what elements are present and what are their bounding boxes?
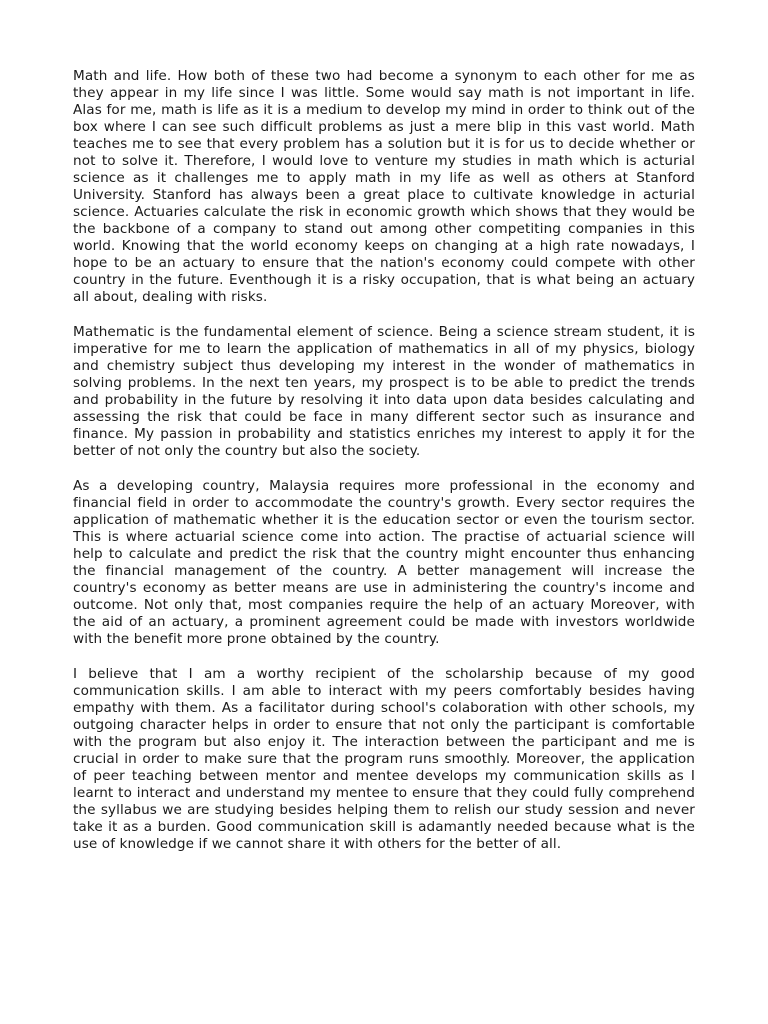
paragraph-1: Math and life. How both of these two had become a synonym to each other for me as they appear in my life since I was little. Some would say math is not important in life. Alas for me, math is life as it is a medium to develop my mind in order to think out of the box where I can see such difficult problems as just a mere blip in this vast world. Math teaches me to see that every problem has a solution but it is for us to decide whether or not to solve it. Therefore, I would love to venture my studies in math which is acturial science as it challenges me to apply math in my life as well as others at Stanford University. Stanford has always been a great place to cultivate knowledge in acturial science. Actuaries calculate the risk in economic growth which shows that they would be the backbone of a company to stand out among other competiting companies in this world. Knowing that the world economy keeps on changing at a high rate nowadays, I hope to be an actuary to ensure that the nation's economy could compete with other country in the future. Eventhough it is a risky occupation, that is what being an actuary all about, dealing with risks. [73,68,695,305]
paragraph-3: As a developing country, Malaysia requires more professional in the economy and financial field in order to accommodate the country's growth. Every sector requires the application of mathematic whether it is the education sector or even the tourism sector. This is where actuarial science come into action. The practise of actuarial science will help to calculate and predict the risk that the country might encounter thus enhancing the financial management of the country. A better management will increase the country's economy as better means are use in administering the country's income and outcome. Not only that, most companies require the help of an actuary Moreover, with the aid of an actuary, a prominent agreement could be made with investors worldwide with the benefit more prone obtained by the country. [73,478,695,647]
paragraph-4: I believe that I am a worthy recipient of the scholarship because of my good communication skills. I am able to interact with my peers comfortably besides having empathy with them. As a facilitator during school's colaboration with other schools, my outgoing character helps in order to ensure that not only the participant is comfortable with the program but also enjoy it. The interaction between the participant and me is crucial in order to make sure that the program runs smoothly. Moreover, the application of peer teaching between mentor and mentee develops my communication skills as I learnt to interact and understand my mentee to ensure that they could fully comprehend the syllabus we are studying besides helping them to relish our study session and never take it as a burden. Good communication skill is adamantly needed because what is the use of knowledge if we cannot share it with others for the better of all. [73,666,695,852]
paragraph-2: Mathematic is the fundamental element of science. Being a science stream student, it is imperative for me to learn the application of mathematics in all of my physics, biology and chemistry subject thus developing my interest in the wonder of mathematics in solving problems. In the next ten years, my prospect is to be able to predict the trends and probability in the future by resolving it into data upon data besides calculating and assessing the risk that could be face in many different sector such as insurance and finance. My passion in probability and statistics enriches my interest to apply it for the better of not only the country but also the society. [73,324,695,459]
document-page [73,68,695,871]
